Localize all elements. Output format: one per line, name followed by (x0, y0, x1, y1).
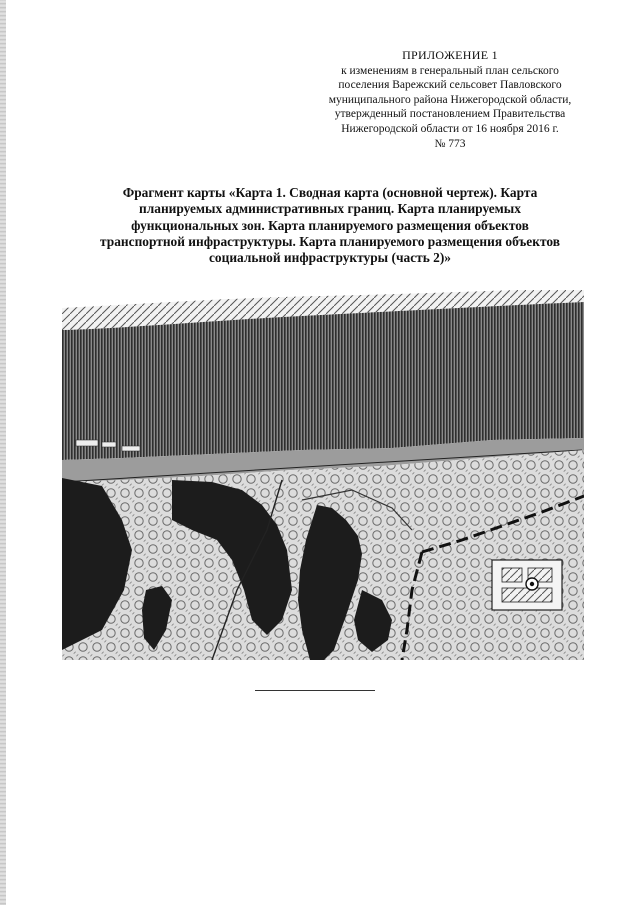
title-line: транспортной инфраструктуры. Карта планируемого размещения объектов (100, 233, 560, 249)
title-line: функциональных зон. Карта планируемого размещения объектов (131, 217, 529, 233)
appendix-line: муниципального района Нижегородской области, (328, 93, 572, 106)
appendix-line: к изменениям в генеральный план сельского (341, 64, 559, 77)
appendix-block (300, 48, 600, 151)
title-line: социальной инфраструктуры (часть 2)» (208, 250, 451, 266)
appendix-heading: ПРИЛОЖЕНИЕ 1 (402, 48, 498, 62)
appendix-line: № 773 (434, 137, 466, 150)
settlement-blocks (492, 560, 562, 610)
document-title (60, 185, 600, 266)
appendix-line: Нижегородской области от 16 ноября 2016 г. (341, 122, 559, 135)
map-fragment (62, 290, 584, 660)
title-line: планируемых административных границ. Карта планируемых (139, 201, 521, 217)
appendix-line: поселения Варежский сельсовет Павловского (338, 79, 562, 92)
scan-edge (0, 0, 6, 905)
map-svg (62, 290, 584, 660)
title-line: Фрагмент карты «Карта 1. Сводная карта (основной чертеж). Карта (122, 185, 538, 200)
bottom-rule (255, 690, 375, 691)
appendix-line: утвержденный постановлением Правительства (334, 108, 566, 121)
